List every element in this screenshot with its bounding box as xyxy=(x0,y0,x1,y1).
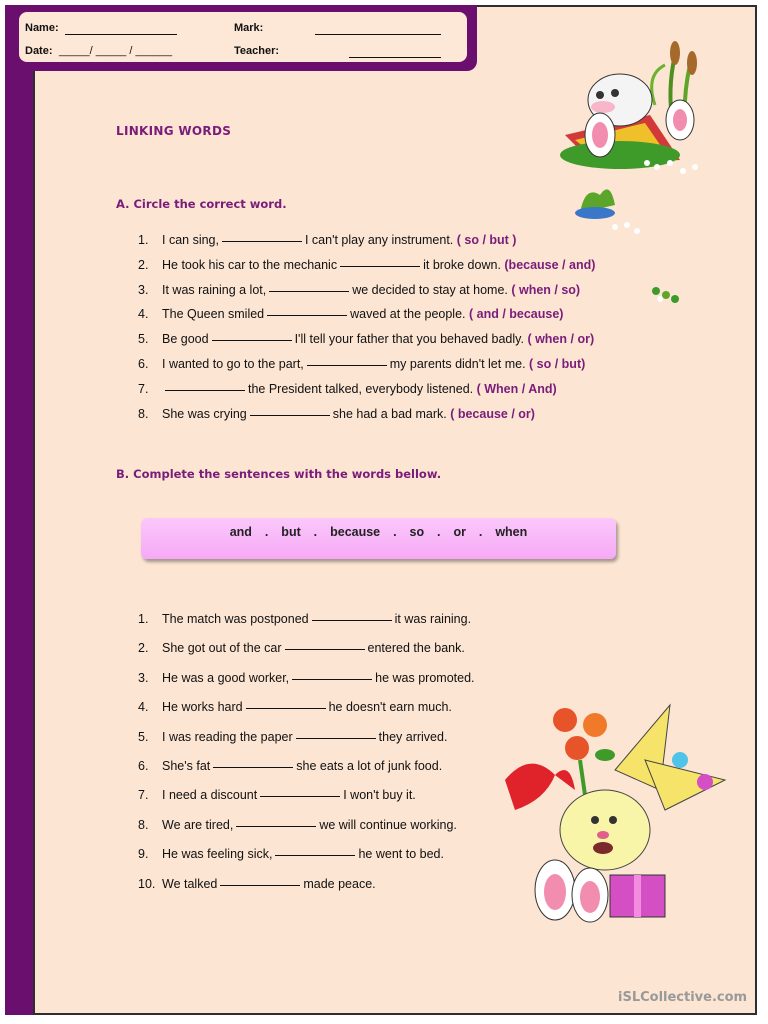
answer-blank[interactable] xyxy=(250,415,330,416)
item-text-before: The match was postponed xyxy=(162,612,309,626)
exercise-item xyxy=(138,641,475,670)
item-choice: ( because / or) xyxy=(450,406,535,421)
flower-cluster-icon xyxy=(612,160,698,234)
item-text-after: entered the bank. xyxy=(367,641,465,656)
answer-blank[interactable] xyxy=(285,649,365,650)
exercise-item xyxy=(138,357,595,382)
mark-label: Mark: xyxy=(234,22,264,34)
exercise-item xyxy=(138,612,475,641)
item-text-after: I'll tell your father that you behaved badly. xyxy=(294,332,528,347)
item-text-before: We are tired, xyxy=(162,817,234,832)
item-text-after: she eats a lot of junk food. xyxy=(296,758,443,773)
item-text-before: The Queen smiled xyxy=(162,307,265,322)
answer-blank[interactable] xyxy=(307,365,387,366)
answer-blank[interactable] xyxy=(236,826,316,827)
header-fields xyxy=(19,12,467,62)
item-text-before: He was feeling sick, xyxy=(162,847,273,862)
item-text-after: we will continue working. xyxy=(319,817,457,832)
teacher-label: Teacher: xyxy=(234,45,280,57)
teacher-line xyxy=(349,57,441,58)
item-number: 10. xyxy=(138,876,156,891)
item-number: 7. xyxy=(138,788,149,803)
item-text-after: she had a bad mark. xyxy=(332,406,451,421)
item-text-before: She was crying xyxy=(162,406,247,421)
item-number: 2. xyxy=(138,641,149,656)
item-text-after: we decided to stay at home. xyxy=(352,282,512,297)
watermark-text: iSLCollective.com xyxy=(618,990,748,1005)
item-choice: (because / and) xyxy=(504,257,596,272)
exercise-item xyxy=(138,382,595,407)
item-text-before: It was raining a lot, xyxy=(162,282,267,297)
date-slots: _____/ _____ / ______ xyxy=(59,45,173,57)
answer-blank[interactable] xyxy=(340,266,420,267)
word-bank-box xyxy=(141,518,616,559)
answer-blank[interactable] xyxy=(246,708,326,709)
answer-blank[interactable] xyxy=(260,796,340,797)
exercise-item xyxy=(138,847,475,876)
answer-blank[interactable] xyxy=(267,315,347,316)
item-text-after: I won't buy it. xyxy=(343,788,416,803)
item-number: 1. xyxy=(138,612,149,626)
item-text-after: I can't play any instrument. xyxy=(304,233,457,247)
name-line xyxy=(65,34,177,35)
exercise-item xyxy=(138,730,475,759)
section-a-heading: A. Circle the correct word. xyxy=(116,197,287,211)
exercise-item xyxy=(138,258,595,283)
item-text-after: it was raining. xyxy=(394,612,472,626)
item-number: 5. xyxy=(138,729,149,744)
item-choice: ( when / so) xyxy=(511,282,581,297)
item-number: 2. xyxy=(138,257,149,272)
item-number: 3. xyxy=(138,282,149,297)
item-text-after: made peace. xyxy=(303,876,376,891)
answer-blank[interactable] xyxy=(213,767,293,768)
item-text-before: We talked xyxy=(162,876,218,891)
item-text-before: I wanted to go to the part, xyxy=(162,356,304,371)
item-text-before: I need a discount xyxy=(162,788,258,803)
picnic-mouse-illustration xyxy=(555,35,725,245)
item-choice: ( so / but ) xyxy=(456,233,517,247)
item-choice: ( and / because) xyxy=(468,307,564,322)
item-choice: ( When / And) xyxy=(476,381,557,396)
item-number: 6. xyxy=(138,356,149,371)
exercise-item xyxy=(138,233,595,258)
item-text-after: the President talked, everybody listened. xyxy=(248,381,477,396)
exercise-item xyxy=(138,788,475,817)
exercise-item xyxy=(138,671,475,700)
item-text-before: He was a good worker, xyxy=(162,670,290,685)
answer-blank[interactable] xyxy=(312,620,392,621)
exercise-item xyxy=(138,818,475,847)
left-margin-bar xyxy=(5,60,35,1015)
section-b-heading: B. Complete the sentences with the words bellow. xyxy=(116,467,442,481)
answer-blank[interactable] xyxy=(275,855,355,856)
answer-blank[interactable] xyxy=(212,340,292,341)
item-number: 7. xyxy=(138,381,149,396)
item-number: 5. xyxy=(138,332,149,347)
item-number: 1. xyxy=(138,233,149,247)
item-text-before: He works hard xyxy=(162,700,243,715)
item-choice: ( when / or) xyxy=(527,332,595,347)
item-number: 8. xyxy=(138,817,149,832)
item-text-before: He took his car to the mechanic xyxy=(162,257,338,272)
answer-blank[interactable] xyxy=(222,241,302,242)
worksheet-title: LINKING WORDS xyxy=(116,124,232,138)
item-text-before: I can sing, xyxy=(162,233,219,247)
answer-blank[interactable] xyxy=(220,885,300,886)
item-text-after: they arrived. xyxy=(378,729,448,744)
item-text-before: I was reading the paper xyxy=(162,729,293,744)
section-a-list xyxy=(138,233,595,431)
item-number: 6. xyxy=(138,758,149,773)
item-number: 4. xyxy=(138,700,149,715)
item-number: 9. xyxy=(138,847,149,862)
mark-line xyxy=(315,34,441,35)
item-text-after: it broke down. xyxy=(423,257,505,272)
exercise-item xyxy=(138,407,595,432)
item-text-after: he went to bed. xyxy=(358,847,444,862)
item-text-before: She's fat xyxy=(162,758,211,773)
leaf-cluster-icon xyxy=(648,283,684,307)
item-choice: ( so / but) xyxy=(529,356,586,371)
exercise-item xyxy=(138,283,595,308)
exercise-item xyxy=(138,877,475,906)
item-text-after: he was promoted. xyxy=(375,670,475,685)
item-number: 4. xyxy=(138,307,149,322)
item-text-after: waved at the people. xyxy=(350,307,469,322)
bunny-flowers-illustration xyxy=(495,700,735,930)
item-number: 3. xyxy=(138,670,149,685)
item-text-after: he doesn't earn much. xyxy=(328,700,452,715)
date-label: Date: xyxy=(25,45,53,57)
flower-bouquet-icon xyxy=(553,708,615,795)
answer-blank[interactable] xyxy=(292,679,372,680)
item-text-before: She got out of the car xyxy=(162,641,282,656)
exercise-item xyxy=(138,307,595,332)
answer-blank[interactable] xyxy=(269,291,349,292)
item-text-before: Be good xyxy=(162,332,209,347)
exercise-item xyxy=(138,700,475,729)
header-frame xyxy=(5,5,477,71)
item-number: 8. xyxy=(138,406,149,421)
answer-blank[interactable] xyxy=(165,390,245,391)
section-b-list xyxy=(138,612,475,906)
exercise-item xyxy=(138,332,595,357)
item-text-after: my parents didn't let me. xyxy=(389,356,530,371)
answer-blank[interactable] xyxy=(296,738,376,739)
word-bank-text: and . but . because . so . or . when xyxy=(229,525,528,539)
exercise-item xyxy=(138,759,475,788)
name-label: Name: xyxy=(25,22,59,34)
